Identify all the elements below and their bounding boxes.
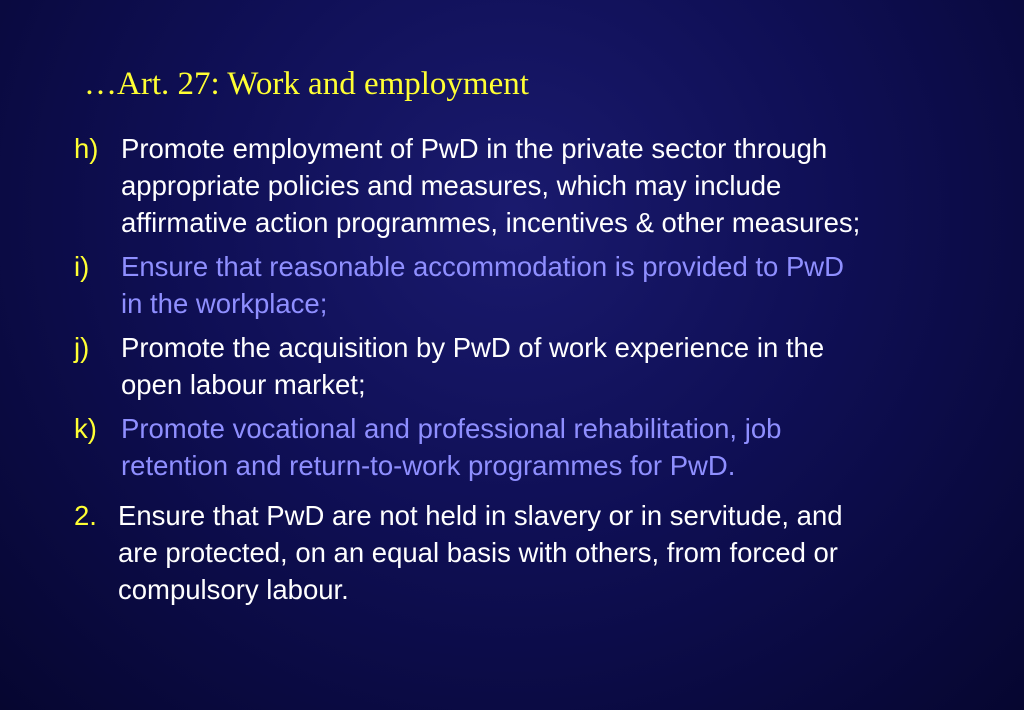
list-item-text: Promote the acquisition by PwD of work experience in the open labour market; [121, 332, 825, 400]
slide-title: …Art. 27: Work and employment [84, 66, 529, 102]
numbered-list [74, 497, 974, 608]
list-item-h [74, 130, 974, 241]
list-item-text: Promote employment of PwD in the private sector through appropriate policies and measures, which may include affirmative action programmes, incentives & other measures; [121, 133, 861, 238]
list-marker: i) [74, 251, 90, 282]
lettered-list [74, 130, 974, 484]
list-item-k [74, 410, 974, 484]
number-marker: 2. [74, 500, 97, 531]
numbered-item-text: Ensure that PwD are not held in slavery or in servitude, and are protected, on an equal basis with others, from forced or compulsory labour. [118, 500, 843, 605]
list-item-text: Promote vocational and professional rehabilitation, job retention and return-to-work programmes for PwD. [121, 413, 782, 481]
numbered-item-2 [74, 497, 974, 608]
list-marker: k) [74, 413, 97, 444]
list-item-i [74, 248, 974, 322]
list-item-j [74, 329, 974, 403]
list-item-text: Ensure that reasonable accommodation is provided to PwD in the workplace; [121, 251, 845, 319]
list-marker: h) [74, 133, 99, 164]
list-marker: j) [74, 332, 90, 363]
